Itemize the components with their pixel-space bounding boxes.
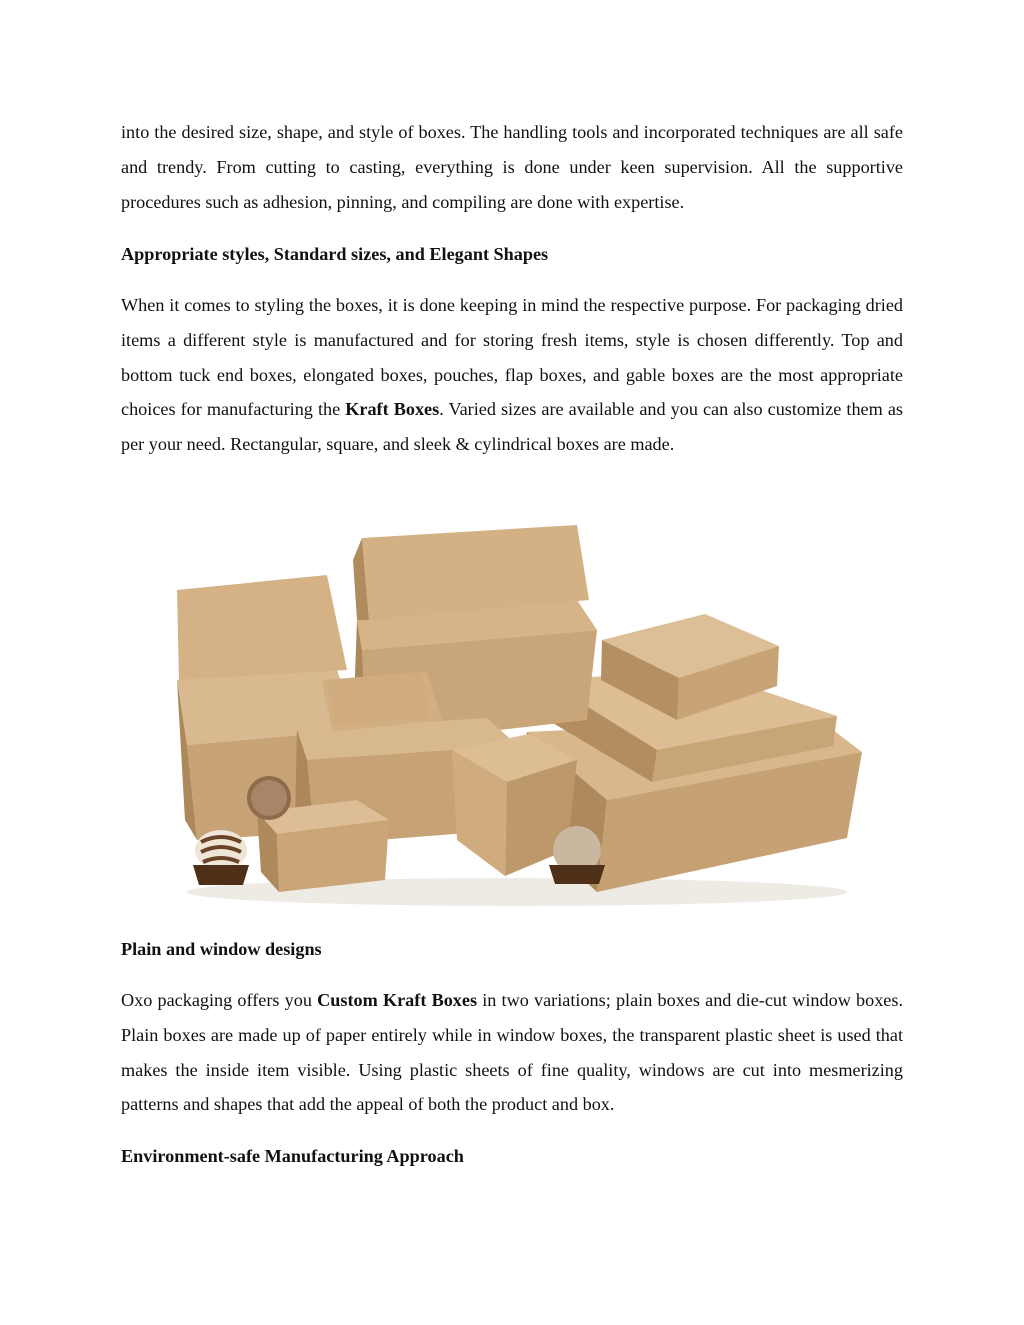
paragraph-designs (121, 983, 903, 1122)
paragraph-styling-text-b: . Varied sizes are available and you can also customize them as per your need. Rectangular, square, and sleek & cylindrical boxes are made. (121, 399, 903, 455)
heading-styles-sizes-shapes: Appropriate styles, Standard sizes, and Elegant Shapes (121, 244, 549, 264)
paragraph-intro: into the desired size, shape, and style of boxes. The handling tools and incorporated techniques are all safe and trendy. From cutting to casting, everything is done under keen supervision. All the supportive procedures such as adhesion, pinning, and compiling are done with expertise. (121, 122, 903, 212)
paragraph-styling-text-a: When it comes to styling the boxes, it is done keeping in mind the respective purpose. For packaging dried items a different style is manufactured and for storing fresh items, style is chosen differently. Top and bottom tuck end boxes, elongated boxes, pouches, flap boxes, and gable boxes are the most appropriate choices for manufacturing the (121, 295, 903, 420)
heading-environment-safe: Environment-safe Manufacturing Approach (121, 1146, 464, 1166)
heading-plain-window-designs: Plain and window designs (121, 939, 322, 959)
kraft-boxes-bold: Kraft Boxes (345, 399, 440, 420)
paragraph-designs-text-b: in two variations; plain boxes and die-cut window boxes. Plain boxes are made up of paper entirely while in window boxes, the transparent plastic sheet is used that makes the inside item visible. Using plastic sheets of fine quality, windows are cut into mesmerizing patterns and shapes that add the appeal of both the product and box. (121, 990, 903, 1115)
paragraph-designs-text-a: Oxo packaging offers you (121, 990, 318, 1010)
paragraph-styling (121, 288, 903, 462)
custom-kraft-boxes-bold: Custom Kraft Boxes (317, 990, 478, 1010)
kraft-boxes-photo (157, 520, 867, 912)
